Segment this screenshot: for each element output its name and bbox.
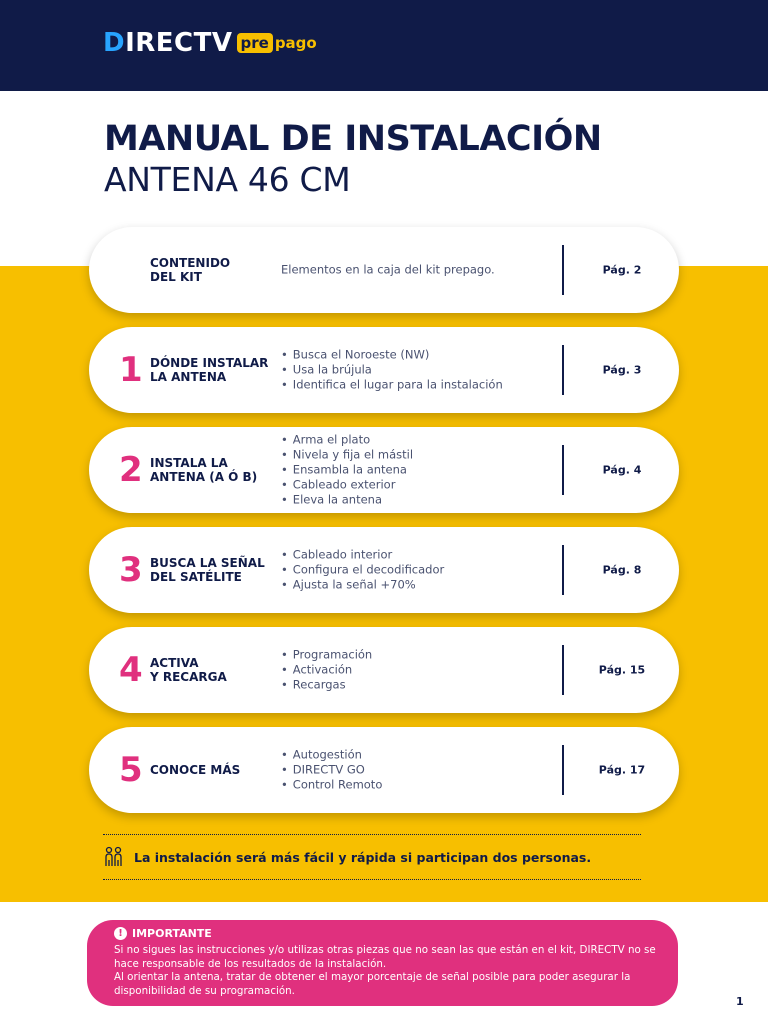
- card-step-3[interactable]: [89, 527, 679, 613]
- card-step-4[interactable]: [89, 627, 679, 713]
- card-bullet-list: [281, 548, 551, 593]
- card-page-ref[interactable]: Pág. 4: [602, 463, 642, 477]
- list-item: • Activación: [281, 663, 551, 678]
- card-title-line2: Y RECARGA: [150, 670, 227, 684]
- card-title-line1: DÓNDE INSTALAR: [150, 356, 269, 370]
- card-title-line1: CONTENIDO: [150, 256, 231, 270]
- card-title-line2: DEL SATÉLITE: [150, 570, 242, 584]
- step-number: 5: [119, 750, 143, 790]
- list-item: • Configura el decodificador: [281, 563, 551, 578]
- list-item: • Ensambla la antena: [281, 463, 551, 478]
- card-title: [150, 356, 270, 384]
- logo-wordmark: [103, 28, 233, 58]
- card-page-ref[interactable]: Pág. 3: [602, 363, 642, 377]
- page-subtitle: ANTENA 46 CM: [104, 160, 351, 199]
- title-block: [104, 118, 602, 200]
- card-title: [150, 763, 270, 777]
- list-item: • Usa la brújula: [281, 363, 551, 378]
- card-title-line2: ANTENA (A Ó B): [150, 470, 258, 484]
- important-notice: [87, 920, 678, 1006]
- card-bullet-list: [281, 348, 551, 393]
- important-line-2: Al orientar la antena, tratar de obtener el mayor porcentaje de señal posible para poder asegurar la disponibilidad de su programación.: [114, 971, 631, 997]
- logo-pre: pre: [237, 33, 273, 53]
- list-item: • Programación: [281, 648, 551, 663]
- card-title: [150, 256, 270, 284]
- list-item: • Arma el plato: [281, 433, 551, 448]
- card-divider: [562, 345, 564, 395]
- card-step-1[interactable]: [89, 327, 679, 413]
- card-description: Elementos en la caja del kit prepago.: [281, 262, 495, 277]
- card-page-ref[interactable]: Pág. 2: [602, 263, 642, 277]
- list-item: • Eleva la antena: [281, 493, 551, 508]
- card-divider: [562, 245, 564, 295]
- list-item: • Nivela y fija el mástil: [281, 448, 551, 463]
- card-title-line2: DEL KIT: [150, 270, 202, 284]
- logo-pago: pago: [274, 34, 317, 52]
- card-divider: [562, 645, 564, 695]
- list-item: • Autogestión: [281, 748, 551, 763]
- page-number: 1: [736, 995, 744, 1008]
- list-item: • Identifica el lugar para la instalación: [281, 378, 551, 393]
- important-heading: [114, 927, 664, 940]
- card-bullet-list: [281, 648, 551, 693]
- card-page-ref[interactable]: Pág. 17: [598, 763, 646, 777]
- step-number: 4: [119, 650, 143, 690]
- card-title: [150, 656, 270, 684]
- step-number: 3: [119, 550, 143, 590]
- step-number: 1: [119, 350, 143, 390]
- step-number: 2: [119, 450, 143, 490]
- two-person-tip: [103, 834, 641, 880]
- card-divider: [562, 745, 564, 795]
- list-item: • Busca el Noroeste (NW): [281, 348, 551, 363]
- card-bullet-list: [281, 433, 551, 508]
- card-page-ref[interactable]: Pág. 8: [602, 563, 642, 577]
- card-title-line1: CONOCE MÁS: [150, 763, 241, 777]
- directv-prepago-logo: [103, 28, 317, 58]
- list-item: • Control Remoto: [281, 778, 551, 793]
- card-kit-contents[interactable]: [89, 227, 679, 313]
- list-item: • Ajusta la señal +70%: [281, 578, 551, 593]
- card-bullet-list: [281, 748, 551, 793]
- two-people-icon: [103, 846, 125, 868]
- card-title: [150, 556, 270, 584]
- card-divider: [562, 545, 564, 595]
- exclamation-icon: !: [114, 927, 127, 940]
- card-title-line1: INSTALA LA: [150, 456, 228, 470]
- list-item: • Cableado exterior: [281, 478, 551, 493]
- logo-d-letter: D: [103, 28, 126, 58]
- important-line-1: Si no sigues las instrucciones y/o utilizas otras piezas que no sean las que están en el kit, DIRECTV no se hace responsable de los resultados de la instalación.: [114, 944, 656, 970]
- list-item: • Cableado interior: [281, 548, 551, 563]
- card-title-line1: ACTIVA: [150, 656, 199, 670]
- logo-rest: IRECTV: [125, 28, 233, 58]
- card-step-2[interactable]: [89, 427, 679, 513]
- page-title: MANUAL DE INSTALACIÓN: [104, 119, 602, 159]
- tip-text: La instalación será más fácil y rápida si participan dos personas.: [134, 849, 592, 865]
- card-title-line2: LA ANTENA: [150, 370, 227, 384]
- header-bar: [0, 0, 768, 91]
- list-item: • DIRECTV GO: [281, 763, 551, 778]
- card-title: [150, 456, 270, 484]
- card-page-ref[interactable]: Pág. 15: [598, 663, 646, 677]
- card-divider: [562, 445, 564, 495]
- list-item: • Recargas: [281, 678, 551, 693]
- card-title-line1: BUSCA LA SEÑAL: [150, 556, 265, 570]
- important-heading-text: IMPORTANTE: [132, 927, 212, 940]
- card-step-5[interactable]: [89, 727, 679, 813]
